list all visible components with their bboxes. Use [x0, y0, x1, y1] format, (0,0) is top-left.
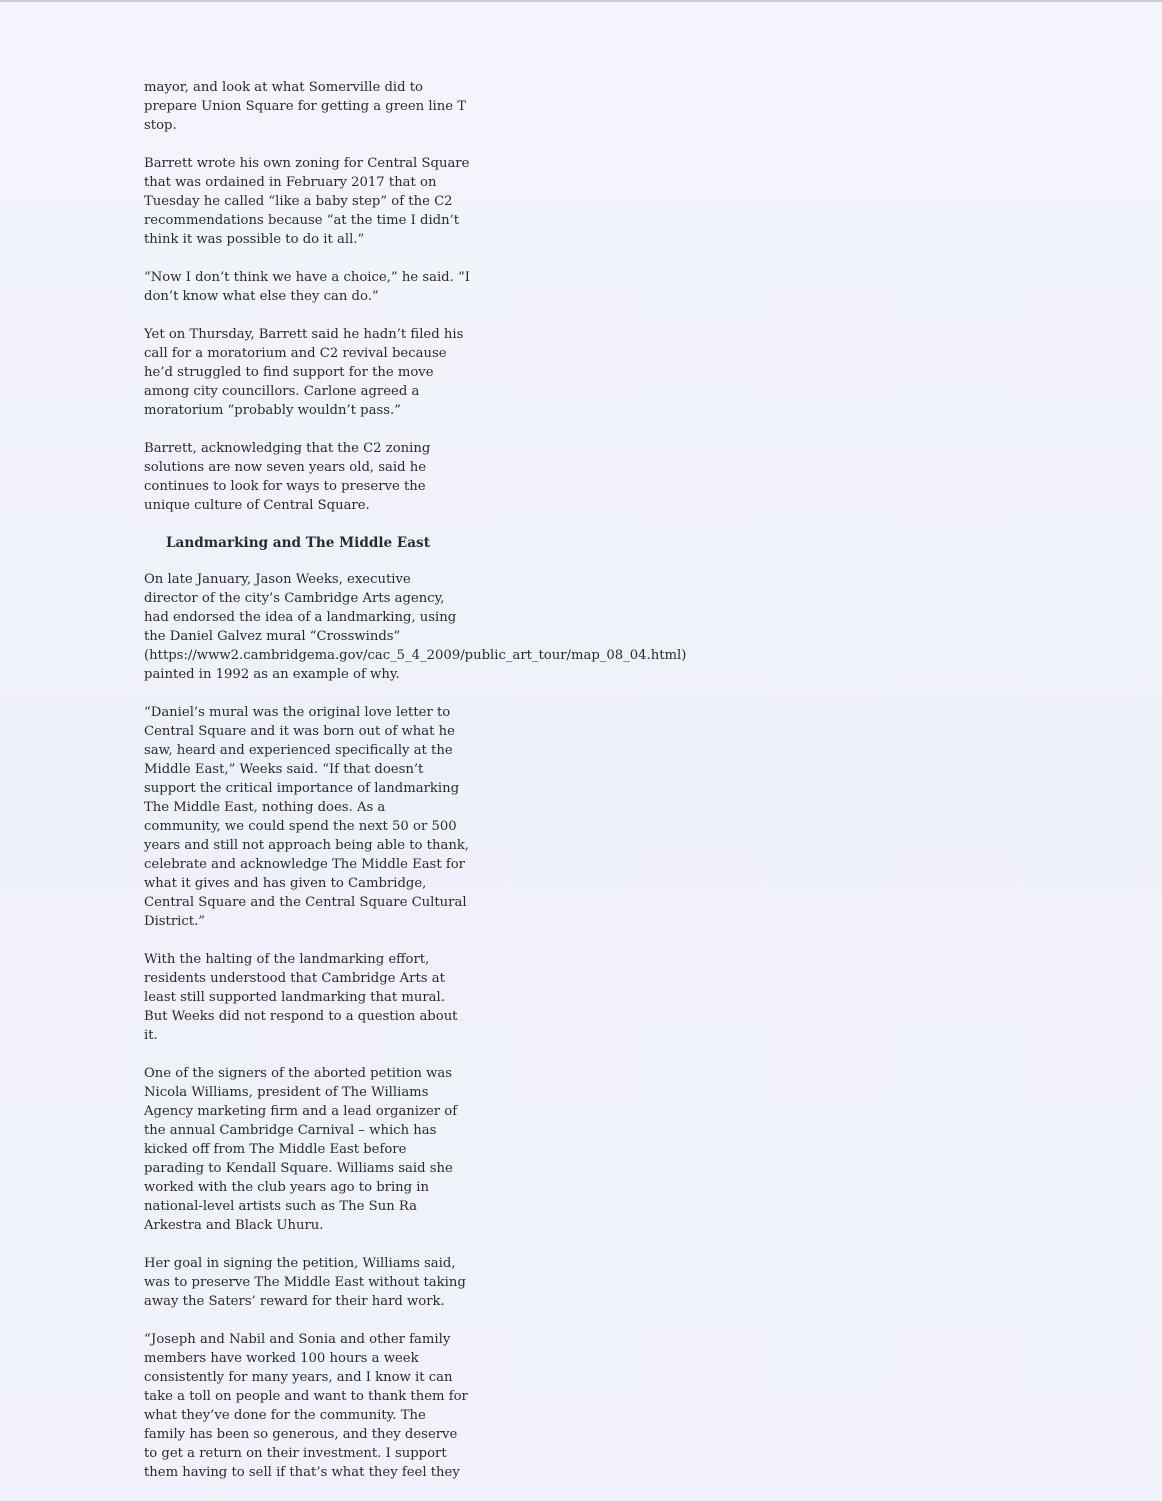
mural-url-text: (https://www2.cambridgema.gov/cac_5_4_2009/public_art_tour/map_08_04.html) — [144, 648, 687, 663]
paragraph-weeks-endorsement: On late January, Jason Weeks, executive director of the city’s Cambridge Arts agency, had endorsed the idea of a landmarking, using the Daniel Galvez mural “Crosswinds” (https://www2.cambridgema.gov/cac_5_4_2009/public_art_tour/map_08_04.html) painted in 1992 as an example of why. — [144, 570, 704, 684]
paragraph-moratorium: Yet on Thursday, Barrett said he hadn’t filed his call for a moratorium and C2 revival because he’d struggled to find support for the move among city councillors. Carlone agreed a moratorium “probably wouldn’t pass.” — [144, 327, 464, 418]
paragraph-c2-solutions: Barrett, acknowledging that the C2 zoning solutions are now seven years old, said he continues to look for ways to preserve the unique culture of Central Square. — [144, 441, 431, 513]
paragraph-barrett-zoning: Barrett wrote his own zoning for Central Square that was ordained in February 2017 that on Tuesday he called “like a baby step” of the C2 recommendations because “at the time I didn’t think it was possible to do it all.” — [144, 156, 470, 247]
paragraph-landmarking-halt: With the halting of the landmarking effort, residents understood that Cambridge Arts at least still supported landmarking that mural. But Weeks did not respond to a question about it. — [144, 952, 458, 1043]
paragraph-petition-goal: Her goal in signing the petition, Williams said, was to preserve The Middle East without taking away the Saters’ reward for their hard work. — [144, 1256, 466, 1309]
paragraph-family-quote: “Joseph and Nabil and Sonia and other family members have worked 100 hours a week consistently for many years, and I know it can take a toll on people and want to thank them for what they’ve done for the community. The family has been so generous, and they deserve to get a return on their investment. I support them having to sell if that’s what they feel they — [144, 1332, 468, 1480]
paragraph-no-choice-quote: “Now I don’t think we have a choice,” he said. “I don’t know what else they can do.” — [144, 270, 470, 304]
article-body — [144, 78, 704, 1501]
paragraph-somerville: mayor, and look at what Somerville did to prepare Union Square for getting a green line T stop. — [144, 80, 467, 133]
page-top-edge — [0, 0, 1162, 2]
section-heading: Landmarking and The Middle East — [166, 535, 430, 551]
paragraph-nicola-williams: One of the signers of the aborted petition was Nicola Williams, president of The Williams Agency marketing firm and a lead organizer of the annual Cambridge Carnival – which has kicked off from The Middle East before parading to Kendall Square. Williams said she worked with the club years ago to bring in national-level artists such as The Sun Ra Arkestra and Black Uhuru. — [144, 1066, 458, 1233]
paragraph-mural-quote: “Daniel’s mural was the original love letter to Central Square and it was born out of what he saw, heard and experienced specifically at the Middle East,” Weeks said. “If that doesn’t support the critical importance of landmarking The Middle East, nothing does. As a community, we could spend the next 50 or 500 years and still not approach being able to thank, celebrate and acknowledge The Middle East for what it gives and has given to Cambridge, Central Square and the Central Square Cultural District.” — [144, 705, 469, 929]
